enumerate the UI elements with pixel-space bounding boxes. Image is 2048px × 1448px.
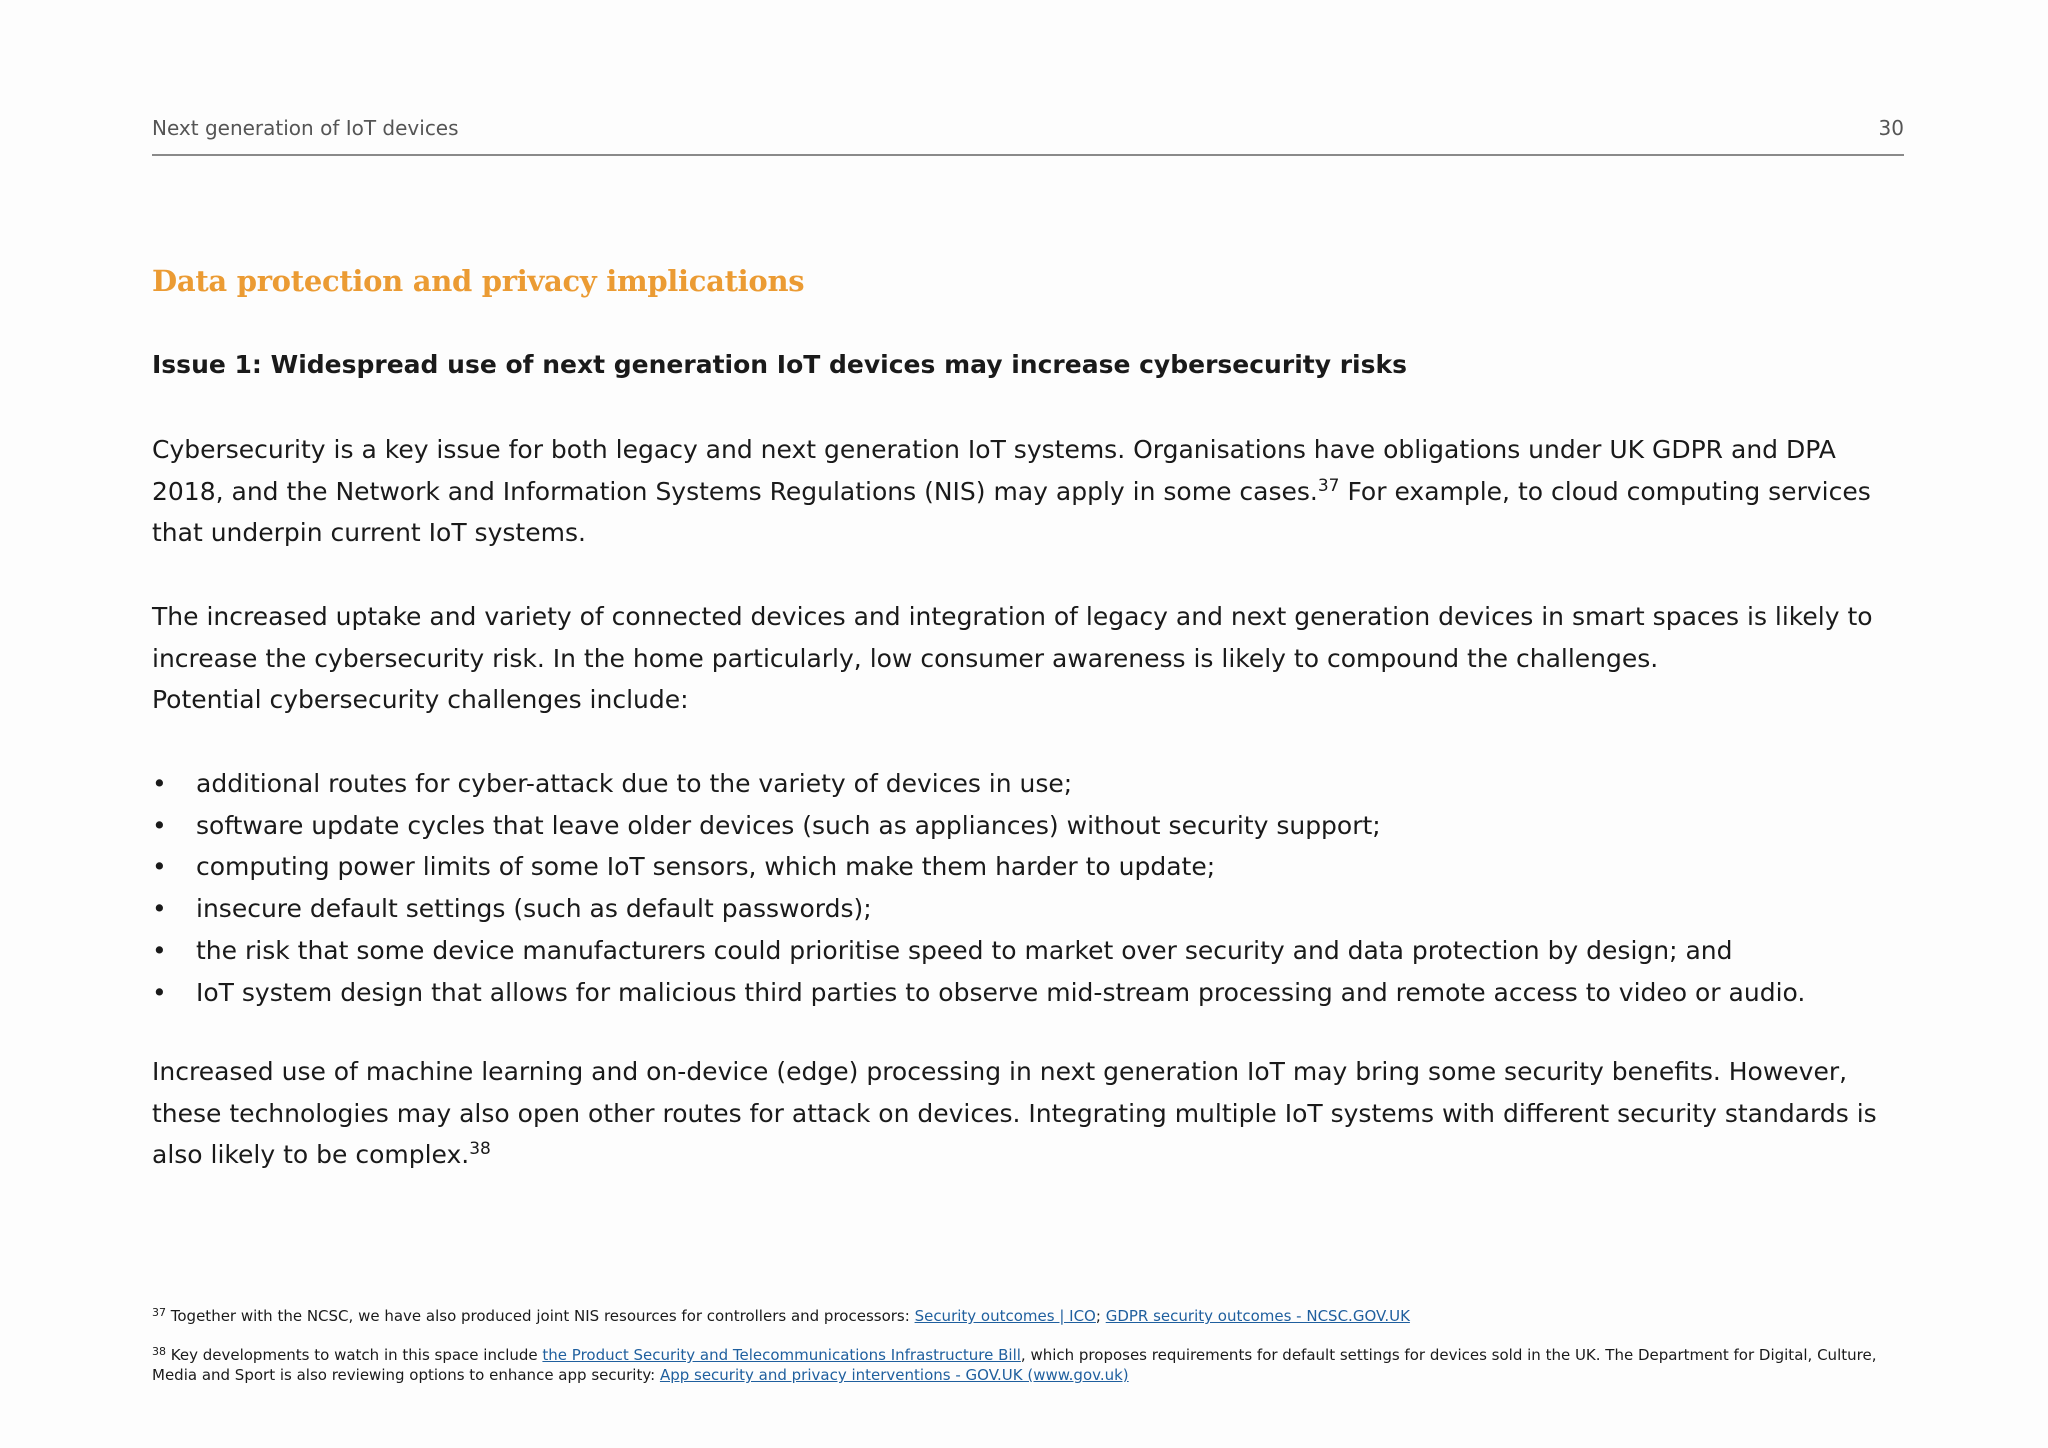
footnote-text: Key developments to watch in this space include [166,1346,543,1364]
paragraph-machine-learning [152,1051,1904,1176]
paragraph-increased-risk [152,596,1904,721]
header-title: Next generation of IoT devices [152,116,459,140]
list-item [152,888,1904,930]
running-header [152,114,1904,156]
list-item-text: IoT system design that allows for malicious third parties to observe mid-stream processing and remote access to video or audio. [196,977,1806,1007]
issue-heading: Issue 1: Widespread use of next generation IoT devices may increase cybersecurity risks [152,350,1407,379]
list-item [152,805,1904,847]
bullet-icon: • [152,810,167,840]
footnote-text: , which proposes requirements for default settings for devices sold in the UK. The Department for Digital, Culture, Media and Sport is also reviewing options to enhance app security: [152,1346,1877,1384]
paragraph-cybersecurity-obligations [152,429,1904,554]
section-heading: Data protection and privacy implications [152,264,805,298]
footnote-number: 37 [152,1306,166,1319]
challenges-list [152,763,1904,1013]
paragraph-text: Increased use of machine learning and on-device (edge) processing in next generation IoT may bring some security benefits. However, these technologies may also open other routes for attack on devices. Integrating multiple IoT systems with different security standards is also likely to be complex. [152,1057,1877,1170]
bullet-icon: • [152,935,167,965]
footnote-text: Together with the NCSC, we have also produced joint NIS resources for controllers and processors: [166,1307,915,1325]
bullet-icon: • [152,852,167,882]
list-item-text: insecure default settings (such as default passwords); [196,894,872,924]
footnote-37 [152,1306,1904,1326]
bullet-icon: • [152,894,167,924]
link-security-outcomes-ico[interactable]: Security outcomes | ICO [914,1307,1096,1325]
footnote-number: 38 [152,1345,166,1358]
list-item [152,972,1904,1014]
footnote-ref-38[interactable]: 38 [469,1139,491,1160]
bullet-icon: • [152,977,167,1007]
link-pstib[interactable]: the Product Security and Telecommunications Infrastructure Bill [542,1346,1021,1364]
bullet-icon: • [152,769,167,798]
paragraph-text: For example, to cloud computing services that underpin current IoT systems. [152,476,1871,548]
link-app-security-gov-uk[interactable]: App security and privacy interventions - GOV.UK (www.gov.uk) [659,1366,1129,1384]
list-item-text: the risk that some device manufacturers could prioritise speed to market over security and data protection by design; and [196,935,1733,965]
document-page [152,0,1904,1448]
list-item [152,763,1904,805]
footnote-ref-37[interactable]: 37 [1317,475,1340,496]
list-item-text: software update cycles that leave older devices (such as appliances) without security support; [196,810,1381,840]
list-item [152,930,1904,972]
link-gdpr-security-outcomes-ncsc[interactable]: GDPR security outcomes - NCSC.GOV.UK [1105,1307,1410,1325]
list-item-text: computing power limits of some IoT sensors, which make them harder to update; [196,852,1216,882]
list-item [152,846,1904,888]
footnote-38 [152,1345,1904,1385]
footnotes [152,1306,1904,1404]
paragraph-text: Cybersecurity is a key issue for both legacy and next generation IoT systems. Organisations have obligations under UK GDPR and DPA 2018, and the Network and Information Systems Regulations (NIS) may apply in some cases. [152,435,1836,506]
list-item-text: additional routes for cyber-attack due to the variety of devices in use; [196,769,1073,798]
paragraph-text: The increased uptake and variety of connected devices and integration of legacy and next generation devices in smart spaces is likely to increase the cybersecurity risk. In the home particularly, low consumer awareness is likely to compound the challenges. [152,602,1873,673]
page-number: 30 [1878,116,1904,140]
paragraph-text: Potential cybersecurity challenges include: [152,685,689,715]
footnote-text: ; [1095,1307,1106,1325]
